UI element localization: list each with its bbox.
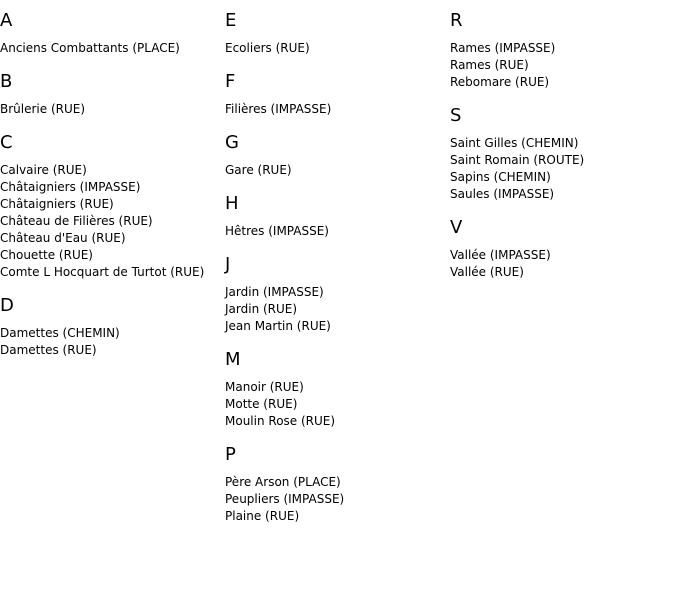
street-list bbox=[450, 40, 675, 91]
letter-group-m bbox=[225, 349, 450, 430]
street-link-jardin-impasse[interactable]: Jardin (IMPASSE) bbox=[225, 285, 324, 299]
street-item bbox=[0, 101, 225, 118]
street-link-saint-gilles-chemin[interactable]: Saint Gilles (CHEMIN) bbox=[450, 136, 579, 150]
street-item bbox=[0, 196, 225, 213]
street-list bbox=[225, 162, 450, 179]
street-link-anciens-combattants-place[interactable]: Anciens Combattants (PLACE) bbox=[0, 41, 180, 55]
street-link-gare-rue[interactable]: Gare (RUE) bbox=[225, 163, 292, 177]
street-item bbox=[225, 101, 450, 118]
street-link-rames-rue[interactable]: Rames (RUE) bbox=[450, 58, 529, 72]
street-link-damettes-chemin[interactable]: Damettes (CHEMIN) bbox=[0, 326, 120, 340]
street-list bbox=[225, 223, 450, 240]
street-list bbox=[225, 284, 450, 335]
letter-heading: C bbox=[0, 132, 13, 153]
street-item bbox=[0, 325, 225, 342]
street-link-brulerie-rue[interactable]: Brûlerie (RUE) bbox=[0, 102, 86, 116]
letter-heading: E bbox=[225, 10, 237, 31]
street-link-saint-romain-route[interactable]: Saint Romain (ROUTE) bbox=[450, 153, 585, 167]
street-list bbox=[0, 162, 225, 281]
letter-heading: S bbox=[450, 105, 462, 126]
street-item bbox=[0, 162, 225, 179]
letter-group-j bbox=[225, 254, 450, 335]
street-list bbox=[225, 379, 450, 430]
street-item bbox=[225, 284, 450, 301]
street-item bbox=[225, 379, 450, 396]
street-list bbox=[450, 135, 675, 203]
street-link-chataigniers-impasse[interactable]: Châtaigniers (IMPASSE) bbox=[0, 180, 141, 194]
street-item bbox=[450, 40, 675, 57]
street-link-peupliers-impasse[interactable]: Peupliers (IMPASSE) bbox=[225, 492, 345, 506]
street-link-damettes-rue[interactable]: Damettes (RUE) bbox=[0, 343, 97, 357]
street-item bbox=[225, 301, 450, 318]
street-link-hetres-impasse[interactable]: Hêtres (IMPASSE) bbox=[225, 224, 329, 238]
letter-group-a bbox=[0, 10, 225, 57]
letter-group-v bbox=[450, 217, 675, 281]
street-item bbox=[450, 186, 675, 203]
street-link-ecoliers-rue[interactable]: Ecoliers (RUE) bbox=[225, 41, 310, 55]
letter-group-h bbox=[225, 193, 450, 240]
street-link-saules-impasse[interactable]: Saules (IMPASSE) bbox=[450, 187, 555, 201]
street-item bbox=[0, 264, 225, 281]
street-link-pere-arson-place[interactable]: Père Arson (PLACE) bbox=[225, 475, 341, 489]
street-item bbox=[225, 508, 450, 525]
letter-group-s bbox=[450, 105, 675, 203]
street-item bbox=[0, 230, 225, 247]
letter-heading: D bbox=[0, 295, 14, 316]
street-item bbox=[0, 213, 225, 230]
street-item bbox=[450, 247, 675, 264]
street-link-jean-martin-rue[interactable]: Jean Martin (RUE) bbox=[225, 319, 331, 333]
street-item bbox=[225, 474, 450, 491]
street-link-chataigniers-rue[interactable]: Châtaigniers (RUE) bbox=[0, 197, 114, 211]
street-item bbox=[450, 152, 675, 169]
letter-heading: R bbox=[450, 10, 463, 31]
street-item bbox=[225, 396, 450, 413]
index-column-1 bbox=[0, 10, 225, 373]
letter-group-b bbox=[0, 71, 225, 118]
street-item bbox=[225, 318, 450, 335]
street-link-plaine-rue[interactable]: Plaine (RUE) bbox=[225, 509, 300, 523]
letter-group-f bbox=[225, 71, 450, 118]
street-item bbox=[225, 40, 450, 57]
street-link-sapins-chemin[interactable]: Sapins (CHEMIN) bbox=[450, 170, 551, 184]
street-item bbox=[0, 247, 225, 264]
street-item bbox=[450, 74, 675, 91]
street-list bbox=[225, 40, 450, 57]
street-link-vallee-rue[interactable]: Vallée (RUE) bbox=[450, 265, 524, 279]
street-item bbox=[225, 162, 450, 179]
letter-heading: A bbox=[0, 10, 13, 31]
letter-group-r bbox=[450, 10, 675, 91]
street-item bbox=[225, 413, 450, 430]
letter-heading: P bbox=[225, 444, 236, 465]
letter-heading: F bbox=[225, 71, 236, 92]
letter-heading: M bbox=[225, 349, 241, 370]
letter-group-e bbox=[225, 10, 450, 57]
index-column-2 bbox=[225, 10, 450, 539]
letter-heading: J bbox=[225, 254, 231, 275]
letter-group-c bbox=[0, 132, 225, 281]
street-link-comte-l-hocquart-de-turtot-rue[interactable]: Comte L Hocquart de Turtot (RUE) bbox=[0, 265, 205, 279]
street-list bbox=[225, 474, 450, 525]
street-link-moulin-rose-rue[interactable]: Moulin Rose (RUE) bbox=[225, 414, 336, 428]
letter-heading: B bbox=[0, 71, 13, 92]
street-link-filieres-impasse[interactable]: Filières (IMPASSE) bbox=[225, 102, 332, 116]
street-item bbox=[450, 264, 675, 281]
letter-group-p bbox=[225, 444, 450, 525]
street-link-rames-impasse[interactable]: Rames (IMPASSE) bbox=[450, 41, 556, 55]
street-item bbox=[0, 179, 225, 196]
street-item bbox=[0, 342, 225, 359]
street-list bbox=[0, 325, 225, 359]
street-item bbox=[225, 491, 450, 508]
street-link-jardin-rue[interactable]: Jardin (RUE) bbox=[225, 302, 298, 316]
street-link-rebomare-rue[interactable]: Rebomare (RUE) bbox=[450, 75, 550, 89]
street-list bbox=[225, 101, 450, 118]
letter-heading: H bbox=[225, 193, 239, 214]
street-link-chateau-de-filieres-rue[interactable]: Château de Filières (RUE) bbox=[0, 214, 153, 228]
letter-heading: V bbox=[450, 217, 463, 238]
letter-group-d bbox=[0, 295, 225, 359]
street-link-chouette-rue[interactable]: Chouette (RUE) bbox=[0, 248, 93, 262]
street-link-motte-rue[interactable]: Motte (RUE) bbox=[225, 397, 298, 411]
street-list bbox=[0, 40, 225, 57]
street-item bbox=[450, 169, 675, 186]
street-item bbox=[0, 40, 225, 57]
street-item bbox=[225, 223, 450, 240]
index-column-3 bbox=[450, 10, 675, 295]
street-link-chateau-d-eau-rue[interactable]: Château d'Eau (RUE) bbox=[0, 231, 126, 245]
street-link-calvaire-rue[interactable]: Calvaire (RUE) bbox=[0, 163, 87, 177]
street-list bbox=[0, 101, 225, 118]
letter-heading: G bbox=[225, 132, 239, 153]
street-link-manoir-rue[interactable]: Manoir (RUE) bbox=[225, 380, 304, 394]
street-list bbox=[450, 247, 675, 281]
street-item bbox=[450, 135, 675, 152]
street-link-vallee-impasse[interactable]: Vallée (IMPASSE) bbox=[450, 248, 551, 262]
letter-group-g bbox=[225, 132, 450, 179]
street-item bbox=[450, 57, 675, 74]
